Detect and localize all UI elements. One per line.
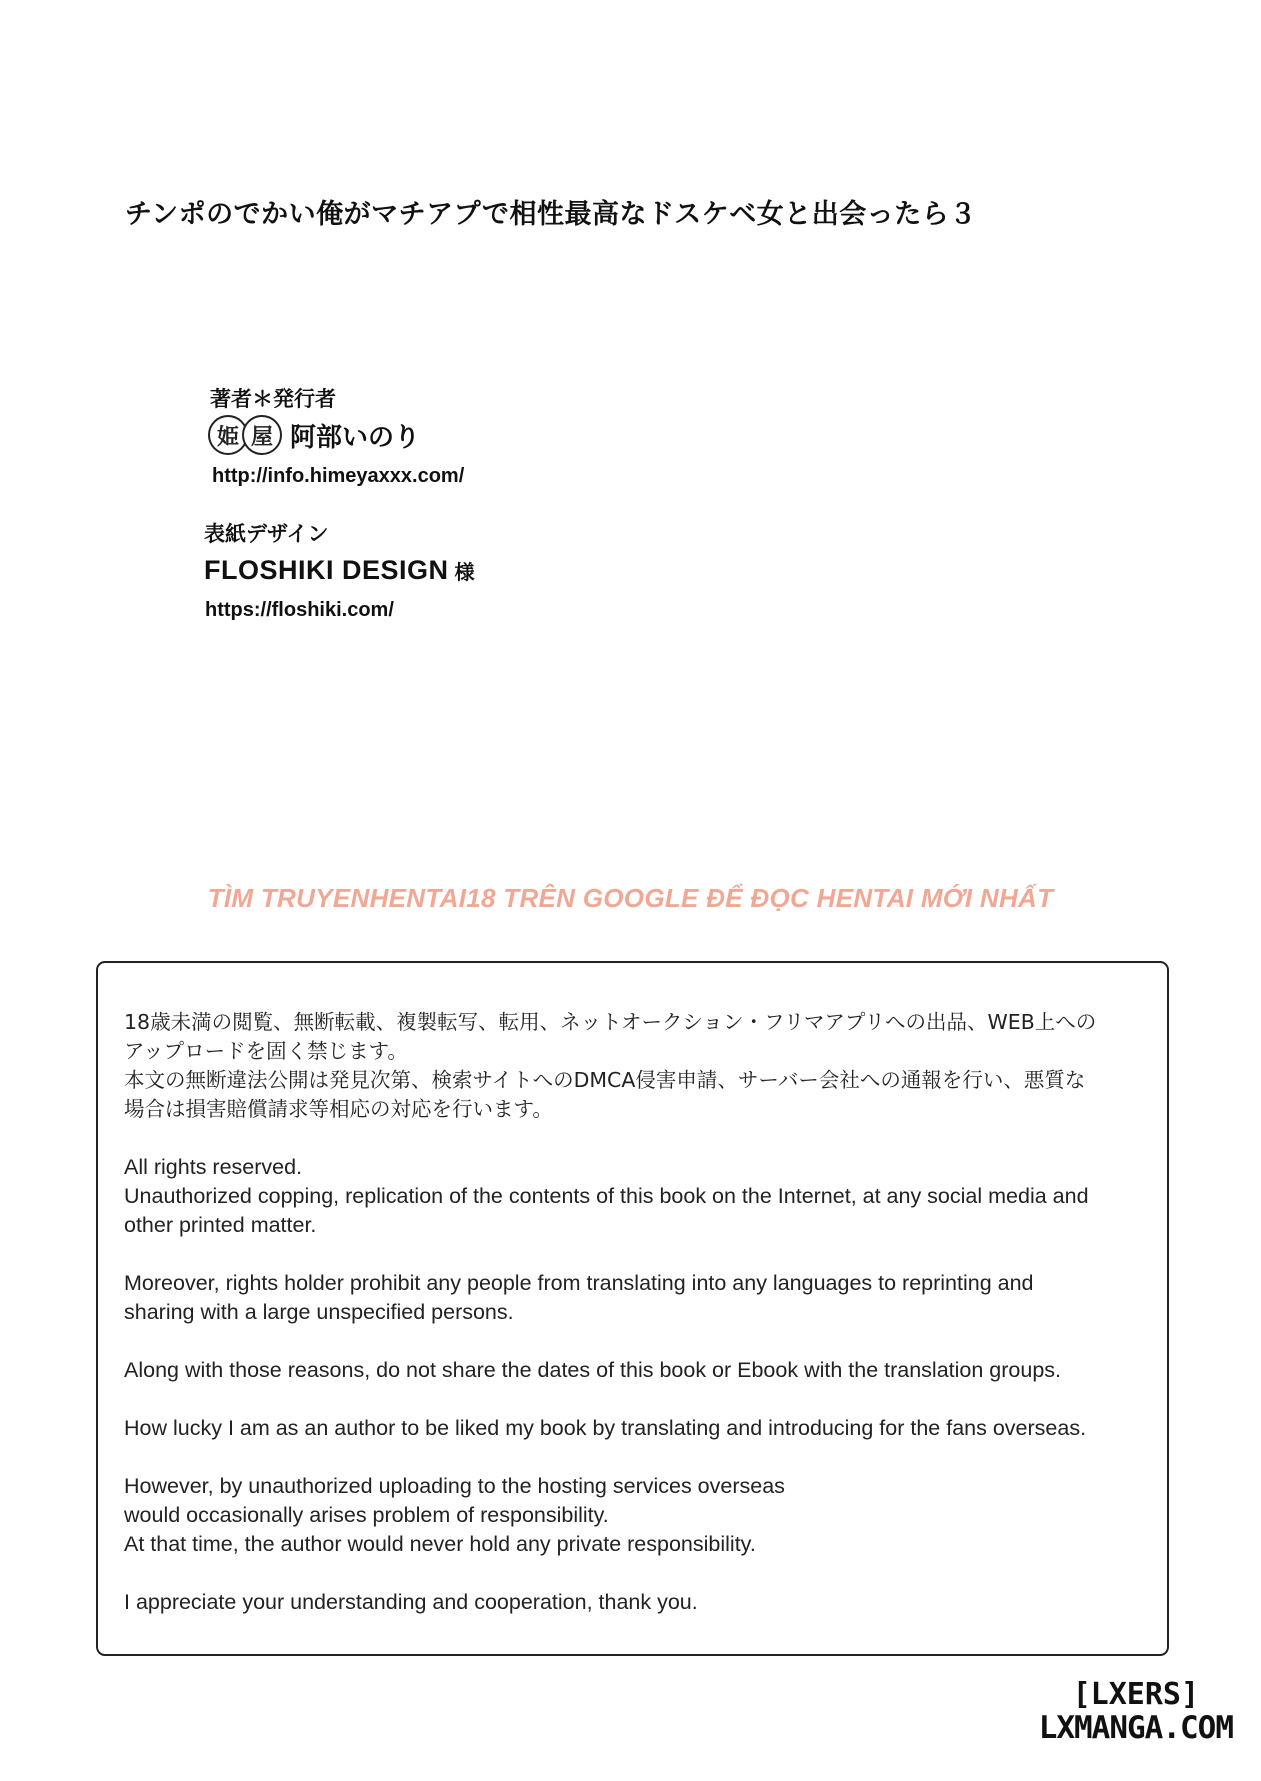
logo-char-1: 姫 bbox=[208, 415, 248, 455]
designer-name: FLOSHIKI DESIGN bbox=[204, 555, 449, 585]
notice-paragraph: Moreover, rights holder prohibit any people from translating into any languages to reprinting and sharing with a large unspecified persons. bbox=[124, 1271, 1034, 1324]
site-mark-bottom: LXMANGA.COM bbox=[1038, 1710, 1233, 1746]
notice-paragraph: All rights reserved. Unauthorized copping, replication of the contents of this book on the Internet, at any social media and other printed matter. bbox=[124, 1155, 1089, 1237]
scanlation-watermark: TÌM TRUYENHENTAI18 TRÊN GOOGLE ĐỂ ĐỌC HENTAI MỚI NHẤT bbox=[207, 883, 1054, 913]
logo-char-2: 屋 bbox=[242, 415, 282, 455]
notice-paragraph: However, by unauthorized uploading to the hosting services overseas would occasionally arises problem of responsibility. At that time, the author would never hold any private responsibility. bbox=[124, 1474, 785, 1556]
notice-paragraph: Along with those reasons, do not share the dates of this book or Ebook with the translation groups. bbox=[124, 1358, 1062, 1382]
designer-url[interactable]: https://floshiki.com/ bbox=[205, 599, 394, 621]
notice-paragraph: I appreciate your understanding and cooperation, thank you. bbox=[124, 1590, 698, 1614]
author-label: 著者＊発行者 bbox=[210, 387, 336, 411]
design-label: 表紙デザイン bbox=[204, 522, 329, 546]
copyright-notice-box bbox=[96, 961, 1169, 1656]
himeya-logo bbox=[208, 415, 282, 455]
notice-paragraph: How lucky I am as an author to be liked my book by translating and introducing for the fans overseas. bbox=[124, 1416, 1087, 1440]
site-watermark bbox=[1039, 1678, 1233, 1745]
notice-english bbox=[124, 1153, 1143, 1617]
designer-suffix: 様 bbox=[454, 562, 476, 584]
author-name: 阿部いのり bbox=[290, 422, 421, 453]
notice-japanese: 18歳未満の閲覧、無断転載、複製転写、転用、ネットオークション・フリマアプリへの出品、WEB上への アップロードを固く禁じます。 本文の無断違法公開は発見次第、検索サイトへのDMCA侵害申請、サーバー会社への通報を行い、悪質な 場合は損害賠償請求等相応の対応を行います。 bbox=[124, 1010, 1097, 1121]
book-title: チンポのでかい俺がマチアプで相性最高なドスケベ女と出会ったら３ bbox=[125, 199, 977, 230]
site-mark-top: [LXERS] bbox=[1072, 1677, 1200, 1712]
author-row bbox=[208, 415, 420, 455]
designer-credit bbox=[204, 555, 475, 586]
author-url[interactable]: http://info.himeyaxxx.com/ bbox=[212, 465, 465, 487]
